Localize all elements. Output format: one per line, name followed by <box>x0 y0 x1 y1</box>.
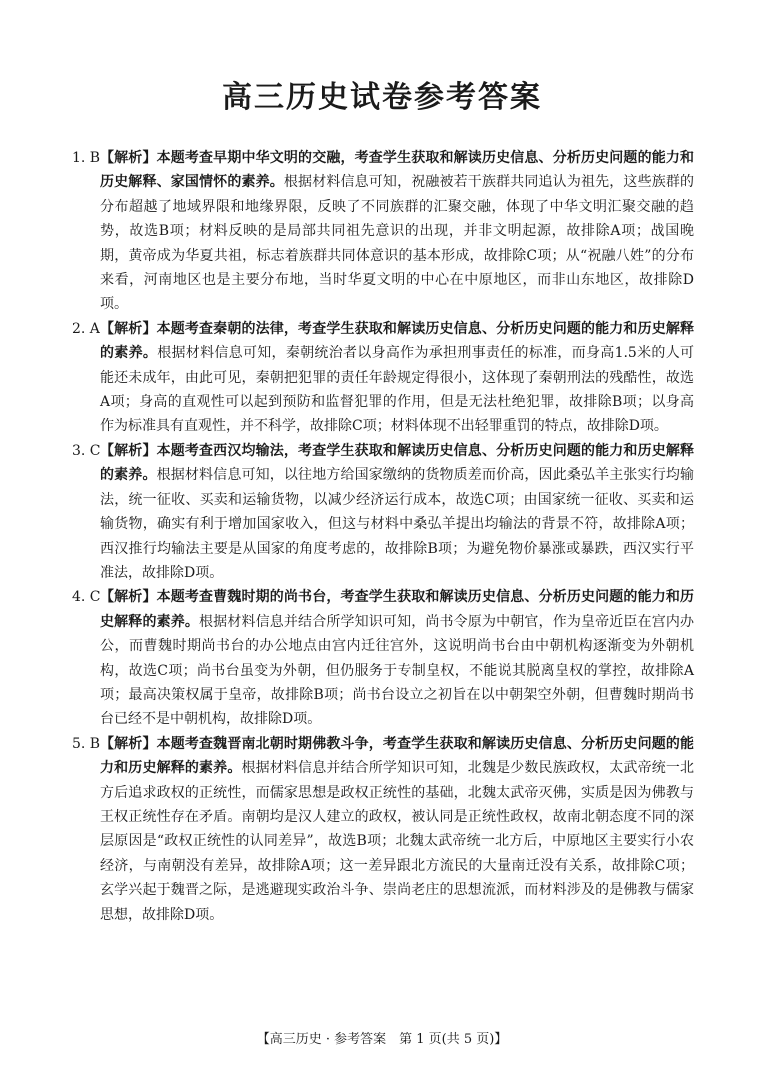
question-number: 4. C <box>72 589 101 606</box>
question-analysis <box>100 146 694 317</box>
analysis-text: 根据材料信息可知，祝融被若干族群共同追认为祖先，这些族群的分布超越了地域界限和地缘界限，反映了不同族群的汇聚交融，体现了中华文明汇聚交融的趋势，故选B项；材料反映的是局部共同祖先意识的出现，并非文明起源，故排除A项；战国晚期，黄帝成为华夏共祖，标志着族群共同体意识的基本形成，故排除C项；从“祝融八姓”的分布来看，河南地区也是主要分布地，当时华夏文明的中心在中原地区，而非山东地区，故排除D项。 <box>100 174 695 313</box>
analysis-text: 根据材料信息并结合所学知识可知，尚书令原为中朝官，作为皇帝近臣在宫内办公，而曹魏时期尚书台的办公地点由宫内迁往宫外，这说明尚书台由中朝机构逐渐变为外朝机构，故选C项；尚书台虽变为外朝，但仍服务于专制皇权，不能说其脱离皇权的掌控，故排除A项；最高决策权属于皇帝，故排除B项；尚书台设立之初旨在以中朝架空外朝，但曹魏时期尚书台已经不是中朝机构，故排除D项。 <box>100 613 695 728</box>
question-number: 2. A <box>72 320 100 337</box>
analysis-summary: 本题考查曹魏时期的尚书台，考查学生获取和解读历史信息、分析历史问题的能力和历史解释的素养。 <box>100 589 695 630</box>
analysis-text: 根据材料信息并结合所学知识可知，北魏是少数民族政权，太武帝统一北方后追求政权的正统性，而儒家思想是政权正统性的基础，北魏太武帝灭佛，实质是因为佛教与王权正统性存在矛盾。南朝均是汉人建立的政权，被认同是正统性政权，故南北朝态度不同的深层原因是“政权正统性的认同差异”，故选B项；北魏太武帝统一北方后，中原地区主要实行小农经济，与南朝没有差异，故排除A项；这一差异跟北方流民的大量南迁没有关系，故排除C项；玄学兴起于魏晋之际，是逃避现实政治斗争、崇尚老庄的思想流派，而材料涉及的是佛教与儒家思想，故排除D项。 <box>100 760 695 923</box>
analysis-summary: 本题考查秦朝的法律，考查学生获取和解读历史信息、分析历史问题的能力和历史解释的素养。 <box>100 320 695 362</box>
analysis-tag: 【解析】 <box>100 589 157 606</box>
question-item <box>72 732 694 927</box>
page-footer: 【高三历史 · 参考答案 第 1 页(共 5 页)】 <box>256 1032 508 1047</box>
analysis-tag: 【解析】 <box>100 150 157 166</box>
analysis-summary: 本题考查魏晋南北朝时期佛教斗争，考查学生获取和解读历史信息、分析历史问题的能力和历史解释的素养。 <box>100 735 695 777</box>
question-item <box>72 146 694 317</box>
analysis-text: 根据材料信息可知，以往地方给国家缴纳的货物质差而价高，因此桑弘羊主张实行均输法，统一征收、买卖和运输货物，以减少经济运行成本，故选C项；由国家统一征收、买卖和运输货物，确实有利于增加国家收入，但这与材料中桑弘羊提出均输法的背景不符，故排除A项；西汉推行均输法主要是从国家的角度考虑的，故排除B项；为避免物价暴涨或暴跌，西汉实行平准法，故排除D项。 <box>100 467 695 581</box>
analysis-tag: 【解析】 <box>100 442 157 459</box>
question-list <box>72 146 694 927</box>
question-number: 5. B <box>72 735 101 752</box>
analysis-text: 根据材料信息可知，秦朝统治者以身高作为承担刑事责任的标准，而身高1.5米的人可能还未成年，由此可见，秦朝把犯罪的责任年龄规定得很小，这体现了秦朝刑法的残酷性，故选A项；身高的直观性可以起到预防和监督犯罪的作用，但是无法杜绝犯罪，故排除B项；以身高作为标准具有直观性，并不科学，故排除C项；材料体现不出轻罪重罚的特点，故排除D项。 <box>100 345 695 435</box>
question-item <box>72 585 694 731</box>
question-number: 1. B <box>72 150 101 166</box>
analysis-tag: 【解析】 <box>100 735 157 752</box>
analysis-summary: 本题考查早期中华文明的交融，考查学生获取和解读历史信息、分析历史问题的能力和历史解释、家国情怀的素养。 <box>100 150 695 191</box>
question-analysis <box>100 732 694 927</box>
question-number: 3. C <box>72 442 101 459</box>
question-analysis <box>100 439 694 585</box>
question-analysis <box>100 585 694 731</box>
page-title: 高三历史试卷参考答案 <box>222 80 542 115</box>
question-item <box>72 439 694 585</box>
analysis-tag: 【解析】 <box>100 320 157 337</box>
analysis-summary: 本题考查西汉均输法，考查学生获取和解读历史信息、分析历史问题的能力和历史解释的素养。 <box>100 442 695 484</box>
question-analysis <box>100 317 694 439</box>
question-item <box>72 317 694 439</box>
